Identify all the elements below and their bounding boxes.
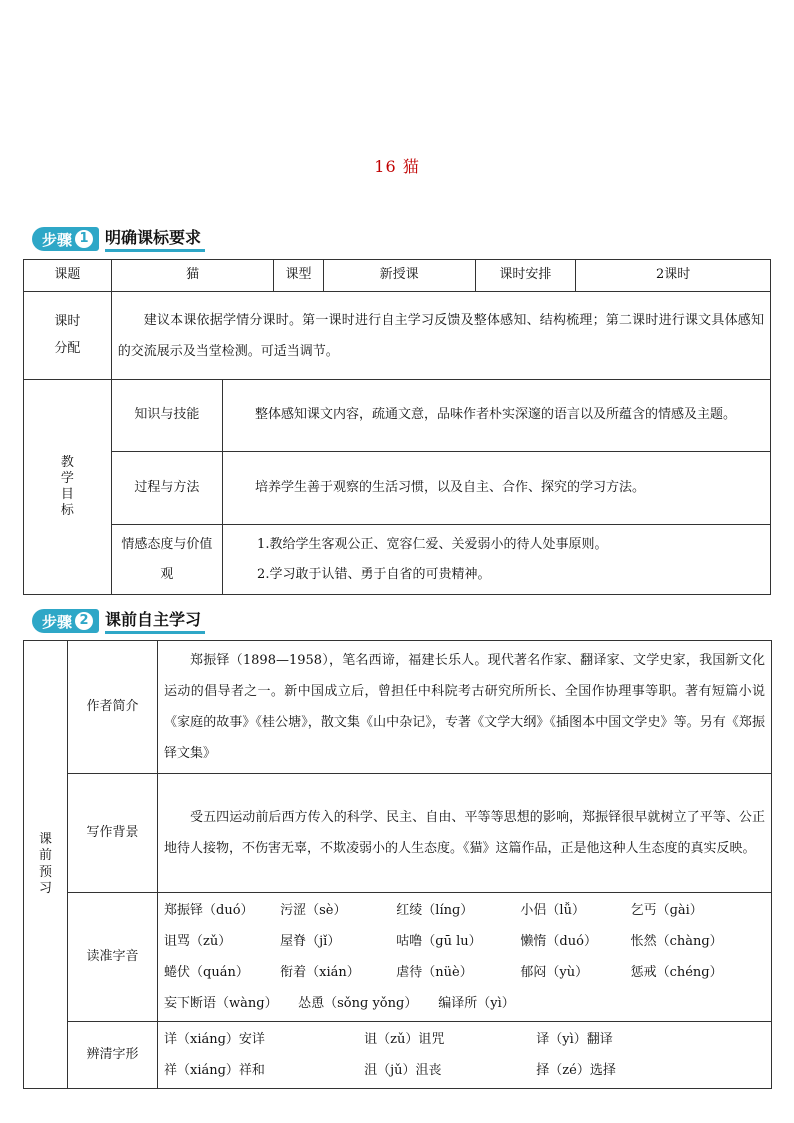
goal-process-label: 过程与方法 [111, 452, 222, 525]
pron-item: 编译所（yì） [438, 996, 515, 1011]
char-item: 择（zé）选择 [536, 1063, 616, 1078]
pron-item: 郁闷（yù） [520, 965, 589, 980]
preview-table [23, 640, 772, 1089]
pron-item: 污涩（sè） [280, 903, 347, 918]
pron-item: 诅骂（zǔ） [164, 934, 232, 949]
step2-banner [32, 608, 205, 634]
step1-badge: 步骤 1 [32, 227, 99, 251]
char-item: 详（xiánɡ）安详 [164, 1032, 265, 1047]
step1-banner [32, 226, 205, 252]
pronunciation-label: 读准字音 [68, 893, 158, 1022]
pron-item: 咕噜（ɡū lu） [396, 934, 482, 949]
goal-emotion-label: 情感态度与价值观 [111, 525, 222, 595]
head-schedule-label: 课时安排 [475, 260, 576, 292]
pron-row [164, 895, 765, 926]
step2-label: 课前自主学习 [105, 609, 205, 634]
page-title: 16 猫 [374, 157, 420, 176]
goal-emotion-line-1: 1.教给学生客观公正、宽容仁爱、关爱弱小的待人处事原则。 [257, 536, 608, 552]
pron-item: 怅然（chànɡ） [630, 934, 723, 949]
char-item: 诅（zǔ）诅咒 [364, 1032, 445, 1047]
head-schedule-value: 2课时 [576, 260, 771, 292]
step1-number: 1 [75, 230, 93, 248]
preview-side-label: 课前预习 [38, 832, 52, 896]
char-item: 祥（xiánɡ）祥和 [164, 1063, 265, 1078]
char-row [164, 1055, 765, 1086]
pron-item: 红绫（línɡ） [396, 903, 474, 918]
pron-row [164, 957, 765, 988]
pron-row [164, 926, 765, 957]
pron-item: 乞丐（ɡài） [630, 903, 703, 918]
alloc-text: 建议本课依据学情分课时。第一课时进行自主学习反馈及整体感知、结构梳理；第二课时进行课文具体感知的交流展示及当堂检测。可适当调节。 [111, 292, 770, 380]
head-type-value: 新授课 [323, 260, 475, 292]
pron-item: 虐待（nüè） [396, 965, 473, 980]
pron-item: 屋脊（jǐ） [280, 934, 341, 949]
pron-item: 怂恿（sǒnɡ yǒnɡ） [298, 996, 418, 1011]
char-item: 沮（jǔ）沮丧 [364, 1063, 442, 1078]
pron-item: 郑振铎（duó） [164, 903, 254, 918]
pron-item: 衔着（xián） [280, 965, 360, 980]
characters-cell [158, 1022, 772, 1089]
curriculum-table [23, 259, 771, 595]
author-label: 作者简介 [68, 641, 158, 774]
pron-item: 蜷伏（quán） [164, 965, 249, 980]
author-text: 郑振铎（1898—1958），笔名西谛，福建长乐人。现代著名作家、翻译家、文学史家，我国新文化运动的倡导者之一。新中国成立后，曾担任中科院考古研究所所长、全国作协理事等职。著有短篇小说《家庭的故事》《桂公塘》，散文集《山中杂记》，专著《文学大纲》《插图本中国文学史》等。另有《郑振铎文集》 [158, 641, 772, 774]
goal-emotion-cell [223, 525, 771, 595]
pron-row [164, 988, 765, 1019]
pron-item: 小侣（lǚ） [520, 903, 585, 918]
goal-knowledge-label: 知识与技能 [111, 380, 222, 452]
step2-badge: 步骤 2 [32, 609, 99, 633]
step1-label: 明确课标要求 [105, 227, 205, 252]
preview-side-cell [24, 641, 68, 1089]
characters-label: 辨清字形 [68, 1022, 158, 1089]
head-type-label: 课型 [274, 260, 323, 292]
background-label: 写作背景 [68, 774, 158, 893]
char-item: 译（yì）翻译 [536, 1032, 613, 1047]
head-topic-value: 猫 [111, 260, 274, 292]
goal-emotion-line-2: 2.学习敢于认错、勇于自省的可贵精神。 [257, 566, 491, 582]
pron-item: 妄下断语（wànɡ） [164, 996, 278, 1011]
pronunciation-cell [158, 893, 772, 1022]
background-text: 受五四运动前后西方传入的科学、民主、自由、平等等思想的影响，郑振铎很早就树立了平等、公正地待人接物，不伤害无辜，不欺凌弱小的人生态度。《猫》这篇作品，正是他这种人生态度的真实反映。 [158, 774, 772, 893]
goal-label: 教学目标 [60, 454, 74, 519]
char-row [164, 1024, 765, 1055]
goal-label-cell [24, 380, 112, 595]
pron-item: 惩戒（chénɡ） [630, 965, 723, 980]
head-topic-label: 课题 [24, 260, 112, 292]
step2-number: 2 [75, 612, 93, 630]
goal-process-text: 培养学生善于观察的生活习惯，以及自主、合作、探究的学习方法。 [223, 452, 771, 525]
alloc-label: 课时 分配 [24, 292, 112, 380]
goal-knowledge-text: 整体感知课文内容，疏通文意，品味作者朴实深邃的语言以及所蕴含的情感及主题。 [223, 380, 771, 452]
pron-item: 懒惰（duó） [520, 934, 597, 949]
